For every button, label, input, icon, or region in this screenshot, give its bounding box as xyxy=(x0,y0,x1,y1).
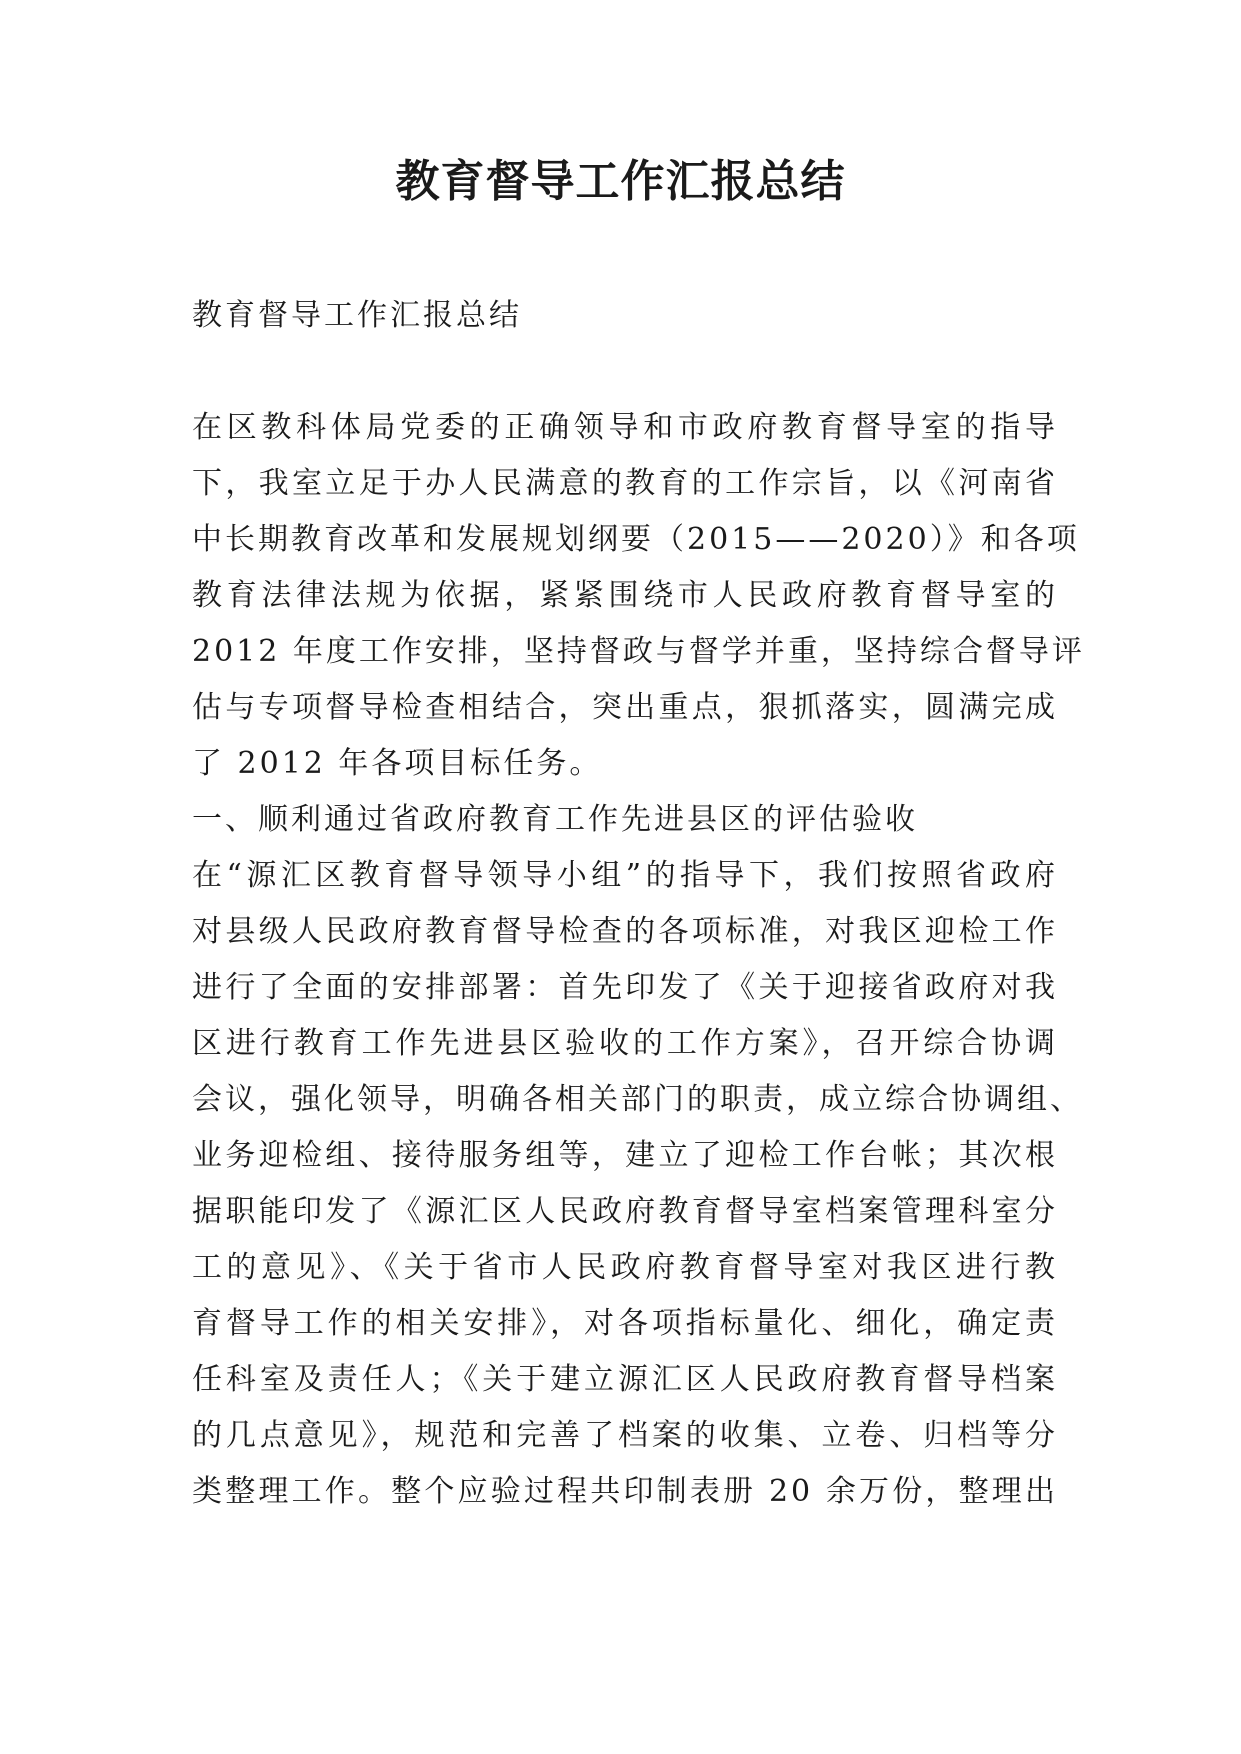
paragraph-line: 中长期教育改革和发展规划纲要（2015——2020）》和各项 xyxy=(192,522,1080,557)
paragraph-line: 在“源汇区教育督导领导小组”的指导下，我们按照省政府 xyxy=(192,858,1058,893)
paragraph-intro xyxy=(192,400,1085,792)
paragraph-line: 下，我室立足于办人民满意的教育的工作宗旨，以《河南省 xyxy=(192,466,1058,501)
paragraph-line: 育督导工作的相关安排》，对各项指标量化、细化，确定责 xyxy=(192,1306,1058,1341)
paragraph-line: 的几点意见》，规范和完善了档案的收集、立卷、归档等分 xyxy=(192,1418,1058,1453)
paragraph-line: 类整理工作。整个应验过程共印制表册 20 余万份，整理出 xyxy=(192,1474,1058,1509)
paragraph-line: 估与专项督导检查相结合，突出重点，狠抓落实，圆满完成 xyxy=(192,690,1058,725)
paragraph-line: 了 2012 年各项目标任务。 xyxy=(192,746,603,781)
paragraph-line: 会议，强化领导，明确各相关部门的职责，成立综合协调组、 xyxy=(192,1082,1083,1117)
document-body xyxy=(192,288,1085,1520)
section-heading: 一、顺利通过省政府教育工作先进县区的评估验收 xyxy=(192,802,918,837)
paragraph-line: 据职能印发了《源汇区人民政府教育督导室档案管理科室分 xyxy=(192,1194,1058,1229)
paragraph-line: 2012 年度工作安排，坚持督政与督学并重，坚持综合督导评 xyxy=(192,634,1085,669)
paragraph-line: 区进行教育工作先进县区验收的工作方案》，召开综合协调 xyxy=(192,1026,1058,1061)
paragraph-line: 对县级人民政府教育督导检查的各项标准，对我区迎检工作 xyxy=(192,914,1058,949)
paragraph-line: 任科室及责任人；《关于建立源汇区人民政府教育督导档案 xyxy=(192,1362,1058,1397)
paragraph-line: 工的意见》、《关于省市人民政府教育督导室对我区进行教 xyxy=(192,1250,1058,1285)
paragraph-line: 进行了全面的安排部署：首先印发了《关于迎接省政府对我 xyxy=(192,970,1058,1005)
document-title: 教育督导工作汇报总结 xyxy=(395,156,846,207)
paragraph-section-one xyxy=(192,848,1083,1520)
paragraph-line: 教育法律法规为依据，紧紧围绕市人民政府教育督导室的 xyxy=(192,578,1058,613)
document-subtitle: 教育督导工作汇报总结 xyxy=(192,298,522,333)
paragraph-line: 业务迎检组、接待服务组等，建立了迎检工作台帐；其次根 xyxy=(192,1138,1058,1173)
paragraph-gap xyxy=(192,344,1058,400)
paragraph-line: 在区教科体局党委的正确领导和市政府教育督导室的指导 xyxy=(192,410,1058,445)
